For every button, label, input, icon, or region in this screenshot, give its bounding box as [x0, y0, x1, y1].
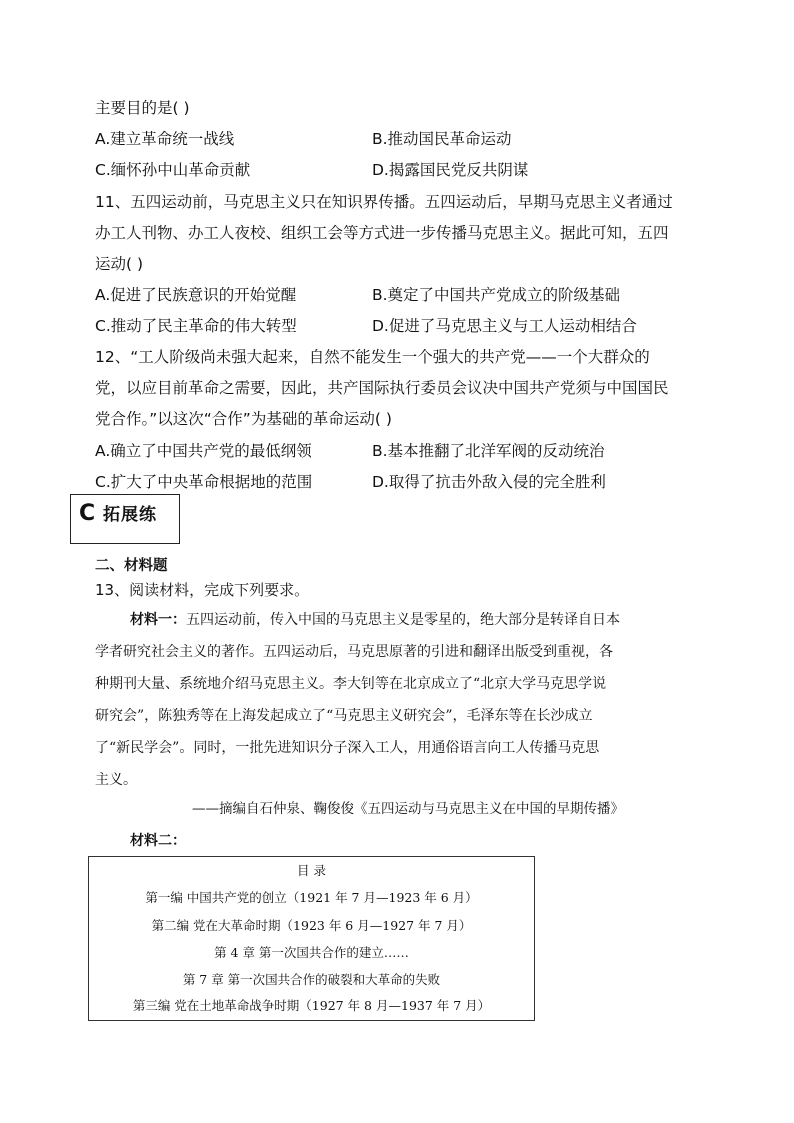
material1-source: ——摘编自石仲泉、鞠俊俊《五四运动与马克思主义在中国的早期传播》	[192, 801, 624, 817]
q11-option-c: C.推动了民主革命的伟大转型	[95, 317, 297, 335]
section-letter: C	[79, 501, 96, 526]
section-label: 拓展练	[103, 505, 157, 525]
toc-item: 第一编 中国共产党的创立（1921 年 7 月—1923 年 6 月）	[145, 890, 478, 905]
q10-option-b: B.推动国民革命运动	[372, 130, 512, 148]
material1-line-6: 主义。	[95, 772, 137, 788]
material1-text-1: 五四运动前，传入中国的马克思主义是零星的，绝大部分是转译自日本	[186, 612, 620, 628]
toc-box	[88, 856, 535, 1021]
material1-label: 材料一：	[130, 612, 186, 628]
q12-line-1: 12、“工人阶级尚未强大起来，自然不能发生一个强大的共产党——一个大群众的	[95, 348, 650, 366]
material2-line	[130, 832, 186, 850]
q11-line-3: 运动( )	[95, 255, 144, 273]
q11-option-d: D.促进了马克思主义与工人运动相结合	[372, 317, 637, 335]
material1-line-2: 学者研究社会主义的著作。五四运动后，马克思原著的引进和翻译出版受到重视，各	[95, 644, 613, 660]
q12-line-2: 党，以应目前革命之需要，因此，共产国际执行委员会议决中国共产党须与中国国民	[95, 379, 669, 397]
q11-option-a: A.促进了民族意识的开始觉醒	[95, 286, 297, 304]
q11-line-2: 办工人刊物、办工人夜校、组织工会等方式进一步传播马克思主义。据此可知，五四	[95, 224, 669, 242]
q12-option-c: C.扩大了中央革命根据地的范围	[95, 473, 313, 491]
section-badge	[70, 494, 180, 544]
q12-option-b: B.基本推翻了北洋军阀的反动统治	[372, 442, 605, 460]
q11-option-b: B.奠定了中国共产党成立的阶级基础	[372, 286, 621, 304]
toc-item: 第二编 党在大革命时期（1923 年 6 月—1927 年 7 月）	[151, 918, 472, 933]
toc-item: 第 7 章 第一次国共合作的破裂和大革命的失败	[182, 972, 441, 987]
q10-option-a: A.建立革命统一战线	[95, 130, 235, 148]
toc-title: 目 录	[297, 863, 326, 878]
q11-line-1: 11、五四运动前，马克思主义只在知识界传播。五四运动后，早期马克思主义者通过	[95, 193, 673, 211]
q10-stem-end: 主要目的是( )	[95, 99, 190, 117]
material1-line-5: 了“新民学会”。同时，一批先进知识分子深入工人，用通俗语言向工人传播马克思	[95, 740, 600, 756]
material1-line-4: 研究会”，陈独秀等在上海发起成立了“马克思主义研究会”，毛泽东等在长沙成立	[95, 708, 593, 724]
toc-item: 第 4 章 第一次国共合作的建立……	[214, 945, 409, 960]
material2-label: 材料二：	[130, 833, 186, 849]
q12-option-d: D.取得了抗击外敌入侵的完全胜利	[372, 473, 606, 491]
q10-option-c: C.缅怀孙中山革命贡献	[95, 161, 251, 179]
toc-item: 第三编 党在土地革命战争时期（1927 年 8 月—1937 年 7 月）	[132, 998, 491, 1013]
q12-line-3: 党合作。”以这次“合作”为基础的革命运动( )	[95, 410, 392, 428]
q13-stem: 13、阅读材料，完成下列要求。	[95, 581, 310, 599]
q10-option-d: D.揭露国民党反共阴谋	[372, 161, 529, 179]
material1-line-1	[130, 611, 620, 629]
part-heading: 二、材料题	[95, 558, 168, 574]
material1-line-3: 种期刊大量、系统地介绍马克思主义。李大钊等在北京成立了“北京大学马克思学说	[95, 676, 607, 692]
q12-option-a: A.确立了中国共产党的最低纲领	[95, 442, 312, 460]
